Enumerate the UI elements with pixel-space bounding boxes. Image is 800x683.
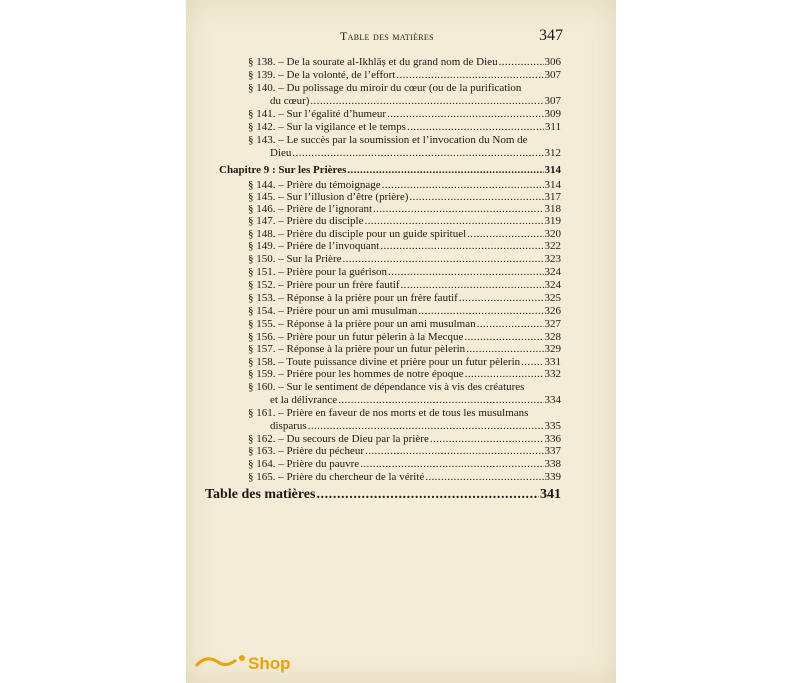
toc-entry-continued: et la délivrance ..... 334 (270, 394, 561, 406)
logo-text: Shop (248, 654, 291, 673)
chapter-heading: Chapitre 9 : Sur les Prières ..... 314 (219, 164, 561, 176)
toc-entry: § 144. – Prière du témoignage ..... 314 (248, 179, 561, 191)
page-number: 347 (539, 27, 563, 44)
toc-entry: § 165. – Prière du chercheur de la vérité ..... 339 (248, 471, 561, 483)
toc-entry: § 158. – Toute puissance divine et prière pour un futur pèlerin ..... 331 (248, 356, 561, 368)
toc-entry: § 155. – Réponse à la prière pour un ami musulman ..... 327 (248, 318, 561, 330)
toc-entry: § 140. – Du polissage du miroir du cœur (ou de la purification (248, 82, 522, 94)
toc-entry: § 163. – Prière du pécheur ..... 337 (248, 445, 561, 457)
toc-entry-continued: Dieu ..... 312 (270, 147, 561, 159)
toc-entry: § 150. – Sur la Prière ..... 323 (248, 253, 561, 265)
toc-entry-continued: disparus ..... 335 (270, 420, 561, 432)
toc-entry: § 156. – Prière pour un futur pèlerin à la Mecque ..... 328 (248, 331, 561, 343)
toc-entry-continued: du cœur) ..... 307 (270, 95, 561, 107)
toc-entry: § 151. – Prière pour la guérison ..... 324 (248, 266, 561, 278)
toc-entry: § 145. – Sur l’illusion d’être (prière) ..... 317 (248, 191, 561, 203)
toc-entry: § 138. – De la sourate al-Ikhlāṣ et du grand nom de Dieu ..... 306 (248, 56, 561, 68)
toc-entry: § 149. – Prière de l’invoquant ..... 322 (248, 240, 561, 252)
final-toc-entry: Table des matières ..... 341 (205, 488, 561, 502)
toc-entry: § 162. – Du secours de Dieu par la prière ..... 336 (248, 433, 561, 445)
running-header: Table des matières (340, 29, 434, 43)
shop-logo (192, 648, 302, 676)
toc-entry: § 142. – Sur la vigilance et le temps ..... 311 (248, 121, 561, 133)
toc-entry: § 157. – Réponse à la prière pour un futur pèlerin ..... 329 (248, 343, 561, 355)
toc-entry: § 154. – Prière pour un ami musulman ..... 326 (248, 305, 561, 317)
toc-entry: § 160. – Sur le sentiment de dépendance vis à vis des créatures (248, 381, 525, 393)
toc-entry: § 141. – Sur l’égalité d’humeur ..... 309 (248, 108, 561, 120)
toc-entry: § 146. – Prière de l’ignorant ..... 318 (248, 203, 561, 215)
toc-entry: § 161. – Prière en faveur de nos morts et de tous les musulmans (248, 407, 529, 419)
toc-entry: § 143. – Le succès par la soumission et l’invocation du Nom de (248, 134, 528, 146)
toc-entry: § 159. – Prière pour les hommes de notre époque ..... 332 (248, 368, 561, 380)
toc-entry: § 164. – Prière du pauvre ..... 338 (248, 458, 561, 470)
toc-entry: § 148. – Prière du disciple pour un guide spirituel ..... 320 (248, 228, 561, 240)
toc-entry: § 139. – De la volonté, de l’effort ..... 307 (248, 69, 561, 81)
toc-entry: § 153. – Réponse à la prière pour un frère fautif ..... 325 (248, 292, 561, 304)
toc-entry: § 147. – Prière du disciple ..... 319 (248, 215, 561, 227)
toc-entry: § 152. – Prière pour un frère fautif ..... 324 (248, 279, 561, 291)
